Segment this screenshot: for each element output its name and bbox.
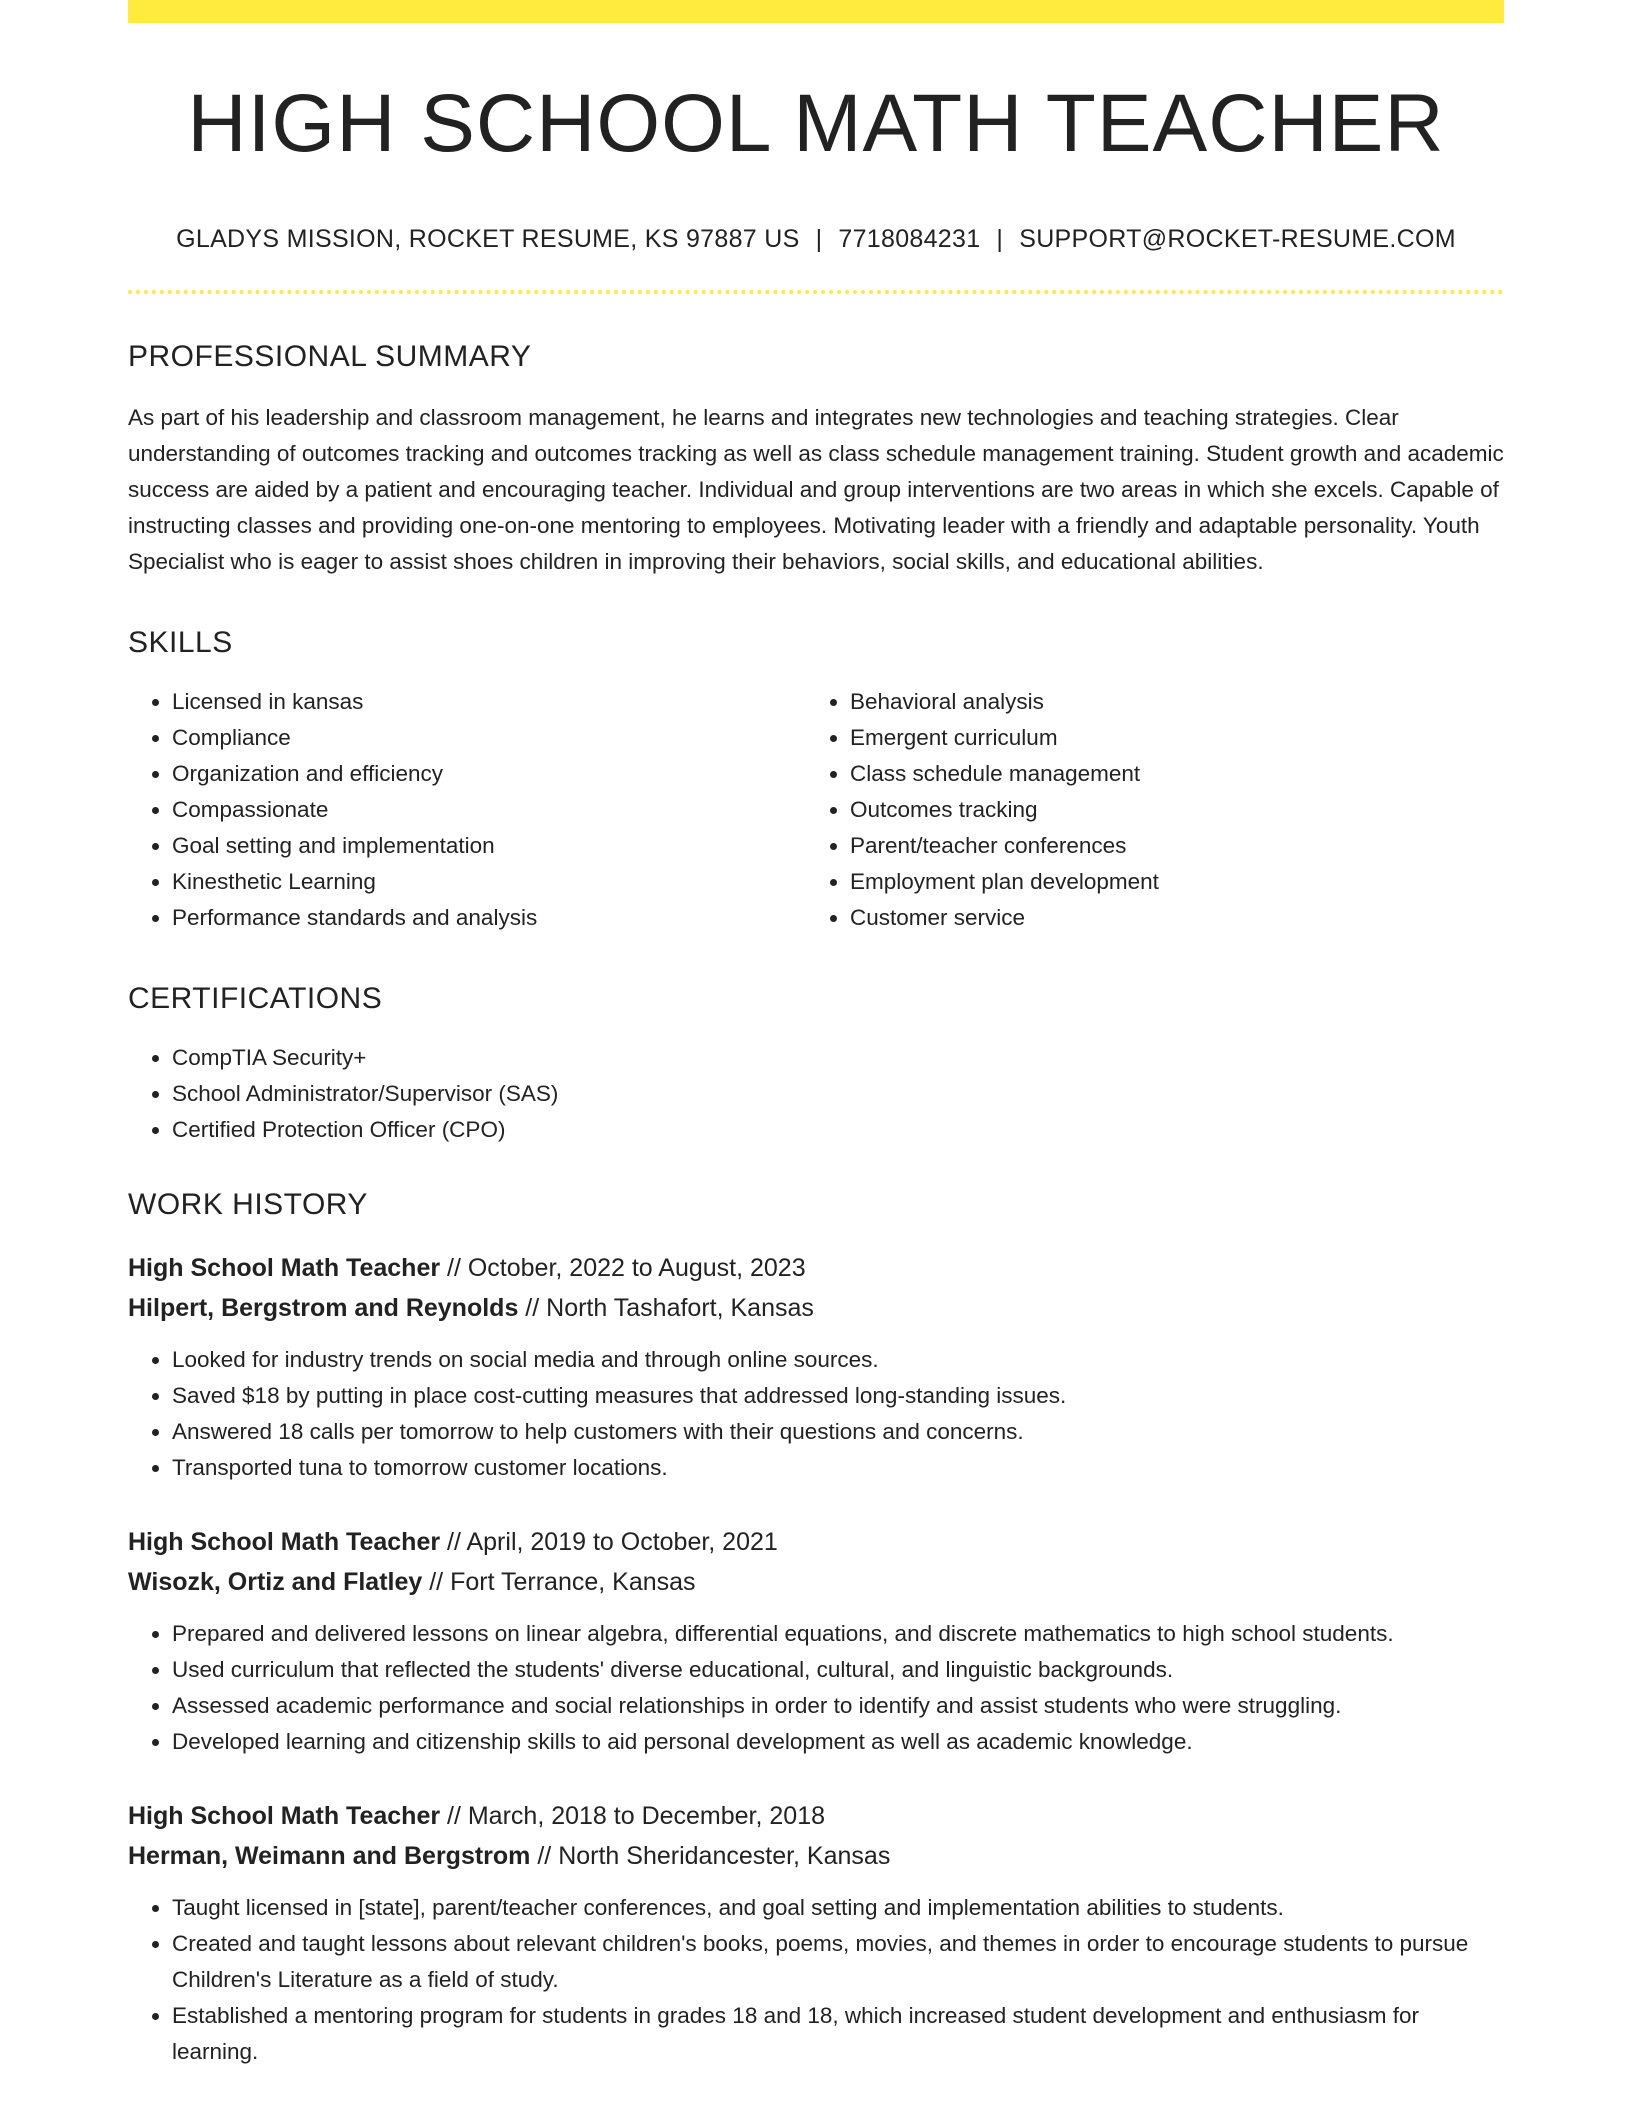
skill-item: • Performance standards and analysis bbox=[172, 900, 806, 936]
contact-line bbox=[128, 225, 1504, 254]
resume-title: HIGH SCHOOL MATH TEACHER bbox=[187, 78, 1445, 169]
job-location: // Fort Terrance, Kansas bbox=[422, 1568, 696, 1596]
skill-item: • Class schedule management bbox=[850, 756, 1484, 792]
job-duty: • Created and taught lessons about relevant children's books, poems, movies, and themes in order to encourage students to pursue Children's Literature as a field of study. bbox=[172, 1926, 1504, 1998]
job-company-line bbox=[128, 1288, 1504, 1328]
job-duties bbox=[128, 1616, 1504, 1760]
skill-item: • Kinesthetic Learning bbox=[172, 864, 806, 900]
job-title: High School Math Teacher bbox=[128, 1254, 441, 1282]
skill-item: • Behavioral analysis bbox=[850, 684, 1484, 720]
certifications-heading: CERTIFICATIONS bbox=[128, 982, 383, 1015]
job-entry bbox=[128, 1248, 1504, 1486]
job-entry bbox=[128, 1796, 1504, 2070]
header-divider bbox=[128, 290, 1504, 294]
job-dates: // March, 2018 to December, 2018 bbox=[440, 1802, 826, 1830]
job-duty: • Looked for industry trends on social media and through online sources. bbox=[172, 1342, 1504, 1378]
job-dates: // April, 2019 to October, 2021 bbox=[440, 1528, 778, 1556]
job-dates: // October, 2022 to August, 2023 bbox=[440, 1254, 806, 1282]
skill-item: • Customer service bbox=[850, 900, 1484, 936]
certification-item: • Certified Protection Officer (CPO) bbox=[172, 1112, 1504, 1148]
job-company: Hilpert, Bergstrom and Reynolds bbox=[128, 1294, 519, 1322]
skills-column-left bbox=[128, 684, 806, 936]
contact-email: SUPPORT@ROCKET-RESUME.COM bbox=[1019, 225, 1456, 253]
skill-item: • Emergent curriculum bbox=[850, 720, 1484, 756]
skill-item: • Compassionate bbox=[172, 792, 806, 828]
summary-heading: PROFESSIONAL SUMMARY bbox=[128, 340, 532, 373]
job-duties bbox=[128, 1342, 1504, 1486]
job-company: Herman, Weimann and Bergstrom bbox=[128, 1842, 531, 1870]
skill-item: • Organization and efficiency bbox=[172, 756, 806, 792]
job-entry bbox=[128, 1522, 1504, 1760]
job-location: // North Tashafort, Kansas bbox=[518, 1294, 814, 1322]
skill-item: • Outcomes tracking bbox=[850, 792, 1484, 828]
job-duty: • Saved $18 by putting in place cost-cutting measures that addressed long-standing issues. bbox=[172, 1378, 1504, 1414]
skills-heading: SKILLS bbox=[128, 626, 233, 659]
skill-item: • Parent/teacher conferences bbox=[850, 828, 1484, 864]
skill-item: • Compliance bbox=[172, 720, 806, 756]
skills-list bbox=[128, 684, 1504, 936]
accent-bar bbox=[128, 0, 1504, 23]
work-history-heading: WORK HISTORY bbox=[128, 1188, 368, 1221]
job-duty: • Developed learning and citizenship skills to aid personal development as well as academic knowledge. bbox=[172, 1724, 1504, 1760]
job-title-line bbox=[128, 1796, 1504, 1836]
job-company: Wisozk, Ortiz and Flatley bbox=[128, 1568, 423, 1596]
summary-text: As part of his leadership and classroom management, he learns and integrates new technologies and teaching strategies. Clear understanding of outcomes tracking and outcomes tracking as well as class schedule management training. Student growth and academic success are aided by a patient and encouraging teacher. Individual and group interventions are two areas in which she excels. Capable of instructing classes and providing one-on-one mentoring to employees. Motivating leader with a friendly and adaptable personality. Youth Specialist who is eager to assist shoes children in improving their behaviors, social skills, and educational abilities. bbox=[128, 405, 1504, 574]
job-company-line bbox=[128, 1836, 1504, 1876]
contact-separator: | bbox=[996, 225, 1004, 253]
contact-phone: 7718084231 bbox=[838, 225, 981, 253]
job-duty: • Answered 18 calls per tomorrow to help customers with their questions and concerns. bbox=[172, 1414, 1504, 1450]
job-duty: • Assessed academic performance and social relationships in order to identify and assist students who were struggling. bbox=[172, 1688, 1504, 1724]
skills-column-right bbox=[806, 684, 1484, 936]
contact-separator: | bbox=[815, 225, 823, 253]
job-duties bbox=[128, 1890, 1504, 2070]
job-location: // North Sheridancester, Kansas bbox=[530, 1842, 891, 1870]
skill-item: • Employment plan development bbox=[850, 864, 1484, 900]
certification-item: • CompTIA Security+ bbox=[172, 1040, 1504, 1076]
job-duty: • Used curriculum that reflected the students' diverse educational, cultural, and linguistic backgrounds. bbox=[172, 1652, 1504, 1688]
skill-item: • Goal setting and implementation bbox=[172, 828, 806, 864]
job-title-line bbox=[128, 1248, 1504, 1288]
contact-address: GLADYS MISSION, ROCKET RESUME, KS 97887 US bbox=[176, 225, 800, 253]
job-company-line bbox=[128, 1562, 1504, 1602]
certifications-list bbox=[128, 1040, 1504, 1148]
job-duty: • Prepared and delivered lessons on linear algebra, differential equations, and discrete mathematics to high school students. bbox=[172, 1616, 1504, 1652]
job-duty: • Established a mentoring program for students in grades 18 and 18, which increased student development and enthusiasm for learning. bbox=[172, 1998, 1504, 2070]
job-title: High School Math Teacher bbox=[128, 1802, 441, 1830]
job-title-line bbox=[128, 1522, 1504, 1562]
job-duty: • Taught licensed in [state], parent/teacher conferences, and goal setting and implementation abilities to students. bbox=[172, 1890, 1504, 1926]
job-duty: • Transported tuna to tomorrow customer locations. bbox=[172, 1450, 1504, 1486]
resume-page bbox=[128, 0, 1504, 2070]
certification-item: • School Administrator/Supervisor (SAS) bbox=[172, 1076, 1504, 1112]
job-title: High School Math Teacher bbox=[128, 1528, 441, 1556]
skill-item: • Licensed in kansas bbox=[172, 684, 806, 720]
